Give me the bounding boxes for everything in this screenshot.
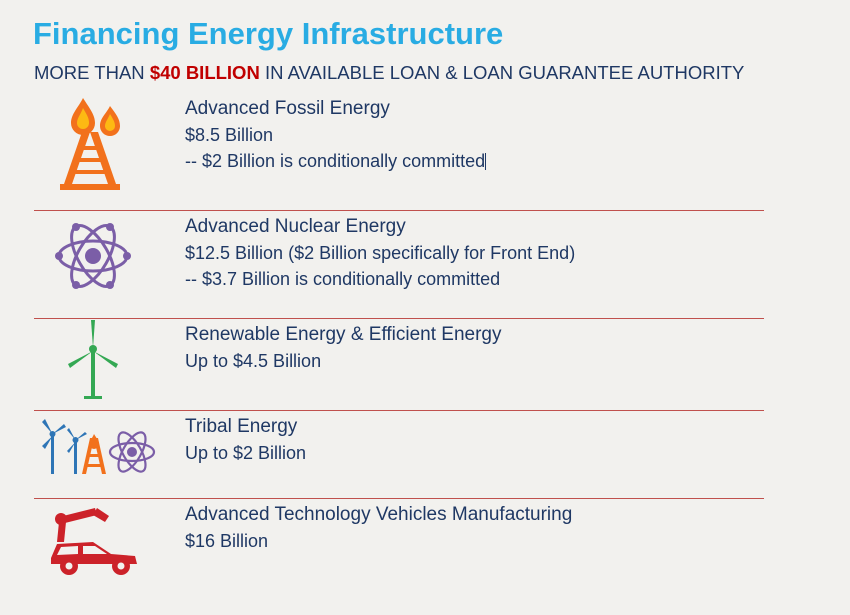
program-line: Up to $4.5 Billion bbox=[185, 351, 322, 371]
page-title: Financing Energy Infrastructure bbox=[33, 16, 504, 51]
vehicle-manufacturing-robot-icon bbox=[0, 498, 185, 578]
program-text bbox=[185, 410, 850, 466]
program-title: Tribal Energy bbox=[185, 416, 298, 437]
subtitle-prefix: MORE THAN bbox=[34, 62, 150, 83]
program-line-text: -- $2 Billion is conditionally committed bbox=[185, 151, 486, 171]
program-text bbox=[185, 498, 850, 554]
text-cursor bbox=[485, 153, 486, 170]
program-line: $8.5 Billion bbox=[185, 125, 274, 145]
program-text bbox=[185, 210, 850, 292]
program-text bbox=[185, 92, 850, 174]
tribal-energy-mixed-icon bbox=[0, 410, 185, 486]
subtitle-suffix: IN AVAILABLE LOAN & LOAN GUARANTEE AUTHORITY bbox=[259, 62, 745, 83]
list-item bbox=[0, 410, 850, 498]
program-title: Advanced Fossil Energy bbox=[185, 98, 390, 119]
subtitle-highlight: $40 BILLION bbox=[149, 62, 260, 83]
atom-icon bbox=[0, 210, 185, 302]
program-text bbox=[185, 318, 850, 374]
program-title: Advanced Nuclear Energy bbox=[185, 216, 406, 237]
program-list bbox=[0, 92, 850, 598]
oil-derrick-flame-icon bbox=[0, 92, 185, 192]
list-item bbox=[0, 92, 850, 210]
program-title: Renewable Energy & Efficient Energy bbox=[185, 324, 502, 345]
program-title: Advanced Technology Vehicles Manufacturing bbox=[185, 504, 573, 525]
subtitle bbox=[34, 62, 744, 84]
list-item bbox=[0, 210, 850, 318]
program-line bbox=[185, 148, 850, 174]
list-item bbox=[0, 318, 850, 410]
list-item bbox=[0, 498, 850, 598]
program-line: -- $3.7 Billion is conditionally committed bbox=[185, 269, 501, 289]
wind-turbine-icon bbox=[0, 318, 185, 400]
program-line: $12.5 Billion ($2 Billion specifically for Front End) bbox=[185, 243, 576, 263]
program-line: $16 Billion bbox=[185, 531, 269, 551]
program-line: Up to $2 Billion bbox=[185, 443, 307, 463]
